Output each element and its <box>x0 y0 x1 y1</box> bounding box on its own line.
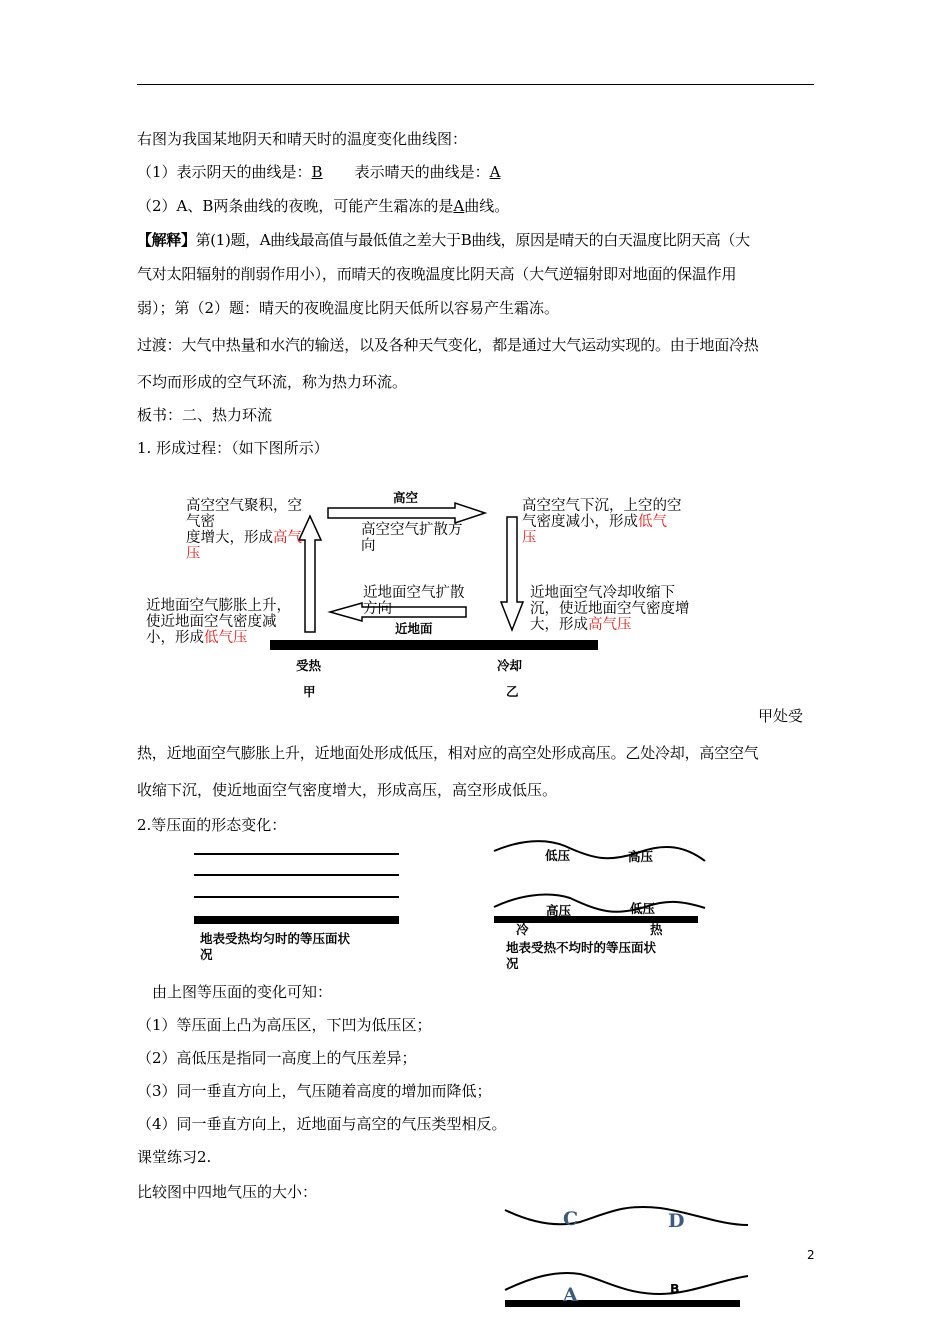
answer-a: A <box>453 197 465 215</box>
text-span: 沉，使近地面空气密度增 <box>530 601 690 617</box>
text-span: 气密度减小，形成 <box>522 514 638 530</box>
text-line: （4）同一垂直方向上，近地面与高空的气压类型相反。 <box>137 1115 507 1133</box>
red-text: 低气压 <box>204 630 248 646</box>
text-line: （1）等压面上凸为高压区，下凹为低压区； <box>137 1016 432 1034</box>
label-c: C <box>563 1208 579 1230</box>
desc-upper-left <box>186 498 302 562</box>
red-text: 压 <box>522 530 537 546</box>
caption-uneven-heating <box>506 940 656 972</box>
text-span: 向 <box>361 538 376 554</box>
text-span <box>522 514 682 530</box>
text-line: 比较图中四地气压的大小： <box>137 1183 318 1201</box>
text-span <box>146 630 291 646</box>
text-line: 热，近地面空气膨胀上升，近地面处形成低压，相对应的高空处形成高压。乙处冷却，高空空气 <box>137 744 759 762</box>
text-line: 气对太阳辐射的削弱作用小），而晴天的夜晚温度比阴天高（大气逆辐射即对地面的保温作用 <box>137 265 737 283</box>
arrow-top-right <box>328 503 485 523</box>
isobar-curve-top <box>494 841 705 861</box>
label-hot: 热 <box>650 922 663 937</box>
label-d: D <box>668 1210 685 1232</box>
text-span: 近地面空气冷却收缩下 <box>530 585 675 601</box>
red-text: 低气 <box>638 514 667 530</box>
arrow-right-down <box>501 517 523 630</box>
text-span: （1）表示阴天的曲线是： <box>137 163 312 181</box>
label-upper-air: 高空 <box>393 490 419 505</box>
text-line: 由上图等压面的变化可知： <box>152 983 333 1001</box>
page-number: 2 <box>807 1248 815 1262</box>
text-line: 过渡：大气中热量和水汽的输送，以及各种天气变化，都是通过大气运动实现的。由于地面冷热 <box>137 336 759 354</box>
red-text: 压 <box>186 546 201 562</box>
answer-a: A <box>489 163 501 181</box>
isobar-curve-top <box>505 1207 748 1225</box>
text-span: 况 <box>506 956 519 971</box>
text-line: 甲处受 <box>758 707 804 725</box>
label-cooled: 冷却 <box>497 658 523 673</box>
label-low-bottom: 低压 <box>630 901 656 916</box>
text-span: 小，形成 <box>146 630 204 646</box>
label-a: A <box>563 1284 578 1306</box>
text-span: 高空空气扩散方 <box>361 522 463 538</box>
ground-bar <box>505 1300 740 1307</box>
label-b: B <box>670 1281 680 1296</box>
isobar-curve-bottom <box>494 895 705 912</box>
text-line: 弱）；第（2）题：晴天的夜晚温度比阴天低所以容易产生霜冻。 <box>137 299 560 317</box>
text-span: 近地面空气扩散 <box>363 585 465 601</box>
text-span <box>186 530 302 546</box>
desc-lower-left <box>146 598 291 646</box>
red-text: 高气压 <box>588 617 632 633</box>
text-line: 收缩下沉，使近地面空气密度增大，形成高压，高空形成低压。 <box>137 781 558 799</box>
text-span: （2）A、B两条曲线的夜晚，可能产生霜冻的是 <box>137 197 454 215</box>
text-line: 2.等压面的形态变化： <box>137 816 287 834</box>
text-span: 地表受热不均时的等压面状 <box>506 940 657 955</box>
label-low-top: 低压 <box>545 848 571 863</box>
label-high-top: 高压 <box>628 849 654 864</box>
text-line: （3）同一垂直方向上，气压随着高度的增加而降低； <box>137 1082 492 1100</box>
text-line: 右图为我国某地阴天和晴天时的温度变化曲线图： <box>137 130 468 148</box>
text-span: 高空空气聚积，空 <box>186 498 302 514</box>
text-span: 使近地面空气密度减 <box>146 614 277 630</box>
text-span: 第(1)题，A曲线最高值与最低值之差大于B曲线，原因是晴天的白天温度比阴天高（大 <box>195 231 750 249</box>
text-span: 表示晴天的曲线是： <box>354 163 490 181</box>
answer-b: B <box>311 163 323 181</box>
desc-upper-right <box>522 498 682 546</box>
text-span: 大，形成 <box>530 617 588 633</box>
text-span: 地表受热均匀时的等压面状 <box>200 931 351 946</box>
text-span: 方向 <box>363 601 392 617</box>
label-high-bottom: 高压 <box>546 903 572 918</box>
text-span <box>530 617 690 633</box>
label-near-ground: 近地面 <box>395 621 433 636</box>
caption-even-heating <box>200 931 350 963</box>
text-span: 高空空气下沉，上空的空 <box>522 498 682 514</box>
text-span: 近地面空气膨胀上升， <box>146 598 291 614</box>
text-line: 1. 形成过程：（如下图所示） <box>137 439 329 457</box>
text-span: 度增大，形成 <box>186 530 273 546</box>
text-line: （2）高低压是指同一高度上的气压差异； <box>137 1049 417 1067</box>
text-span: 曲线。 <box>464 197 510 215</box>
explain-label: 【解释】 <box>137 231 196 249</box>
desc-lower-right <box>530 585 690 633</box>
arrow-left-up <box>299 516 321 632</box>
text-line: 课堂练习2. <box>137 1148 212 1166</box>
desc-lower-middle <box>363 585 465 617</box>
desc-upper-middle <box>361 522 463 554</box>
text-line: 不均而形成的空气环流，称为热力环流。 <box>137 373 408 391</box>
ground-bar <box>270 640 598 650</box>
label-cold: 冷 <box>516 922 529 937</box>
text-span: 况 <box>200 947 213 962</box>
text-line: 板书：二、热力环流 <box>137 406 273 424</box>
label-heated: 受热 <box>296 658 322 673</box>
label-jia: 甲 <box>303 684 316 699</box>
isobar-curve-bottom <box>505 1273 748 1294</box>
text-span: 气密 <box>186 514 215 530</box>
ground-bar <box>194 916 399 924</box>
red-text: 高气 <box>273 530 302 546</box>
label-yi: 乙 <box>506 684 519 699</box>
